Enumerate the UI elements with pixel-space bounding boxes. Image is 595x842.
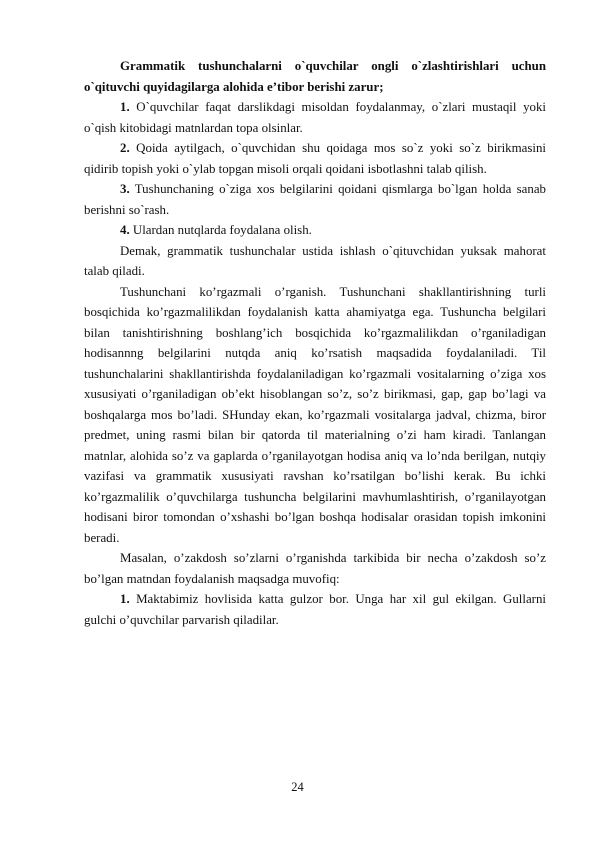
list-item-2 bbox=[84, 138, 546, 179]
paragraph-text: Ulardan nutqlarda foydalana olish. bbox=[129, 223, 312, 237]
paragraph-conclusion bbox=[84, 241, 546, 282]
list-number: 1. bbox=[120, 592, 130, 606]
paragraph-text: Maktabimiz hovlisida katta gulzor bor. Unga har xil gul ekilgan. Gullarni gulchi o’quvchilar parvarish qiladilar. bbox=[84, 592, 546, 627]
list-item-3 bbox=[84, 179, 546, 220]
list-number: 4. bbox=[120, 223, 130, 237]
paragraph-intro-bold bbox=[84, 56, 546, 97]
paragraph-example-intro bbox=[84, 548, 546, 589]
paragraph-text: Demak, grammatik tushunchalar ustida ishlash o`qituvchidan yuksak mahorat talab qiladi. bbox=[84, 243, 546, 278]
document-body bbox=[84, 56, 546, 630]
list-item-1 bbox=[84, 97, 546, 138]
paragraph-text: Masalan, o’zakdosh so’zlarni o’rganishda tarkibida bir necha o’zakdosh so’z bo’lgan matndan foydalanish maqsadga muvofiq: bbox=[84, 551, 546, 586]
list-item-example-1 bbox=[84, 589, 546, 630]
list-number: 3. bbox=[120, 182, 130, 196]
paragraph-text: Grammatik tushunchalarni o`quvchilar ongli o`zlashtirishlari uchun o`qituvchi quyidagilarga alohida e’tibor berishi zarur; bbox=[84, 59, 546, 94]
paragraph-text: Tushunchani ko’rgazmali o’rganish. Tushunchani shakllantirishning turli bosqichida ko’rgazmalilikdan foydalanish katta ahamiyatga ega. Tushuncha belgilari bilan tanishtirishning boshlang’ich bosqichida ko’rgazmalilikdan o’rganiladigan hodisannng belgilarini nutqda aniq ko’rsatish maqsadida foydalaniladi. Til tushunchalarini shakllantirishda foydalaniladigan ko’rgazmali vositalarning o’ziga xos xususiyati o’rganiladigan ob’ekt hisoblangan so’z, so’z birikmasi, gap, gap bo’lagi va boshqalarga mos bo’ladi. SHunday ekan, ko’rgazmali vositalarga jadval, chizma, biror predmet, uning rasmi bilan bir qatorda til materialning o’zi ham kiradi. Tanlangan matnlar, alohida so’z va gaplarda o’rganilayotgan hodisa aniq va lo’nda berilgan, nutqiy vazifasi va grammatik xususiyati ravshan ko’rsatilgan bo’lishi kerak. Bu ichki ko’rgazmalilik o’quvchilarga tushuncha belgilarini mavhumlashtirish, o’rganilayotgan hodisani biror tomondan o’xshashi bo’lgan boshqa hodisalar orasidan topish imkonini beradi. bbox=[84, 284, 546, 545]
list-number: 1. bbox=[120, 100, 130, 114]
paragraph-text: Qoida aytilgach, o`quvchidan shu qoidaga mos so`z yoki so`z birikmasini qidirib topish yoki o`ylab topgan misoli orqali qoidani isbotlashni talab qilish. bbox=[84, 141, 546, 176]
list-number: 2. bbox=[120, 141, 130, 155]
page-number: 24 bbox=[291, 780, 304, 794]
paragraph-visual-learning bbox=[84, 282, 546, 549]
paragraph-text: O`quvchilar faqat darslikdagi misoldan foydalanmay, o`zlari mustaqil yoki o`qish kitobidagi matnlardan topa olsinlar. bbox=[84, 100, 546, 135]
paragraph-text: Tushunchaning o`ziga xos belgilarini qoidani qismlarga bo`lgan holda sanab berishni so`rash. bbox=[84, 182, 546, 217]
list-item-4 bbox=[84, 220, 546, 241]
